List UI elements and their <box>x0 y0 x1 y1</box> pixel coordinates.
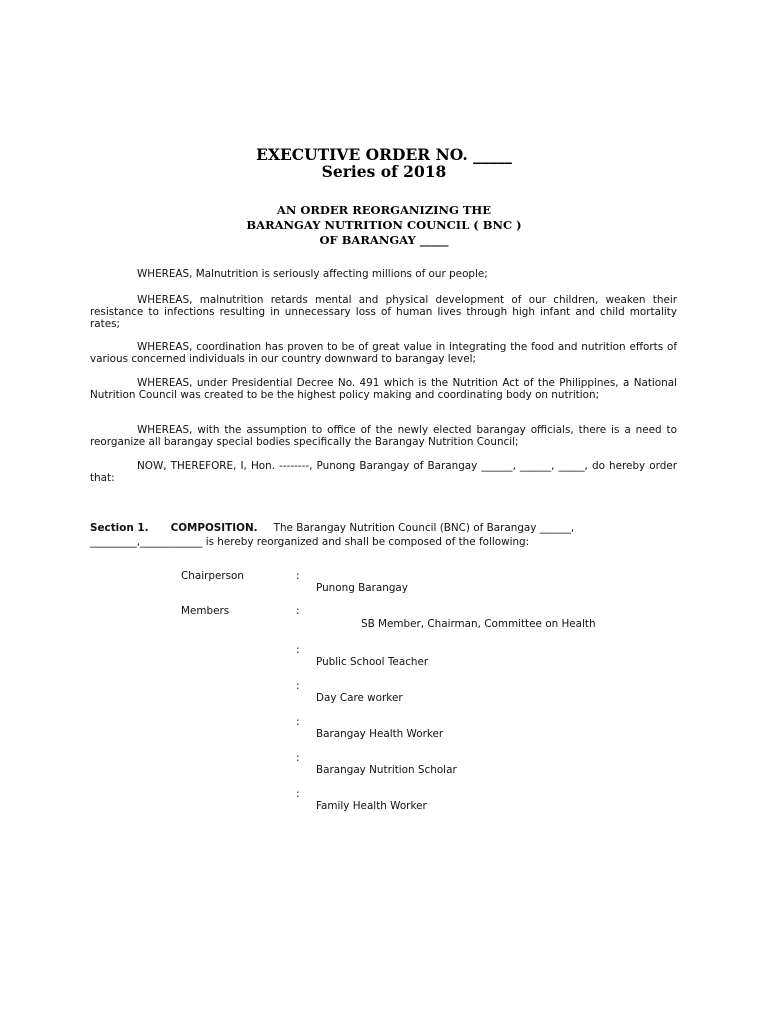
member-item-5: Barangay Nutrition Scholar <box>316 764 457 776</box>
member-colon-4: : <box>296 716 300 728</box>
whereas-paragraph-5: WHEREAS, with the assumption to office of the newly elected barangay officials, there is a need to reorganize all barangay special bodies specifically the Barangay Nutrition Council; <box>90 424 677 448</box>
section-number: Section 1. <box>90 522 149 534</box>
order-series: Series of 2018 <box>321 162 447 181</box>
member-colon-5: : <box>296 752 300 764</box>
whereas-paragraph-2: WHEREAS, malnutrition retards mental and physical development of our children, weaken their resistance to infections resulting in unnecessary loss of human lives through high infant and child mortality rates; <box>90 294 677 330</box>
member-item-3: Day Care worker <box>316 692 403 704</box>
whereas-paragraph-1: WHEREAS, Malnutrition is seriously affecting millions of our people; <box>137 268 488 280</box>
members-colon: : <box>296 605 300 617</box>
member-item-6: Family Health Worker <box>316 800 427 812</box>
subtitle-line-3: OF BARANGAY _____ <box>319 233 449 247</box>
chairperson-colon: : <box>296 570 300 582</box>
whereas-paragraph-4: WHEREAS, under Presidential Decree No. 491 which is the Nutrition Act of the Philippines, a National Nutrition Council was created to be the highest policy making and coordinating body on nutrition; <box>90 377 677 401</box>
member-colon-2: : <box>296 644 300 656</box>
order-title: EXECUTIVE ORDER NO. _____ <box>256 145 512 164</box>
whereas-paragraph-3: WHEREAS, coordination has proven to be of great value in integrating the food and nutrition efforts of various concerned individuals in our country downward to barangay level; <box>90 341 677 365</box>
chairperson-value: Punong Barangay <box>316 582 408 594</box>
subtitle-line-1: AN ORDER REORGANIZING THE <box>276 203 492 217</box>
section-1 <box>90 521 677 549</box>
member-item-1: SB Member, Chairman, Committee on Health <box>361 618 596 630</box>
subtitle-line-2: BARANGAY NUTRITION COUNCIL ( BNC ) <box>246 218 522 232</box>
member-colon-6: : <box>296 788 300 800</box>
member-item-2: Public School Teacher <box>316 656 429 668</box>
now-therefore-paragraph: NOW, THEREFORE, I, Hon. --------, Punong Barangay of Barangay ______, ______, _____, do hereby order that: <box>90 460 677 484</box>
members-label: Members <box>181 605 230 617</box>
chairperson-label: Chairperson <box>181 570 244 582</box>
section-text: The Barangay Nutrition Council (BNC) of Barangay ______, _________,____________ is hereby reorganized and shall be composed of the following: <box>90 522 575 548</box>
member-colon-3: : <box>296 680 300 692</box>
member-item-4: Barangay Health Worker <box>316 728 444 740</box>
section-heading: COMPOSITION. <box>170 522 258 534</box>
